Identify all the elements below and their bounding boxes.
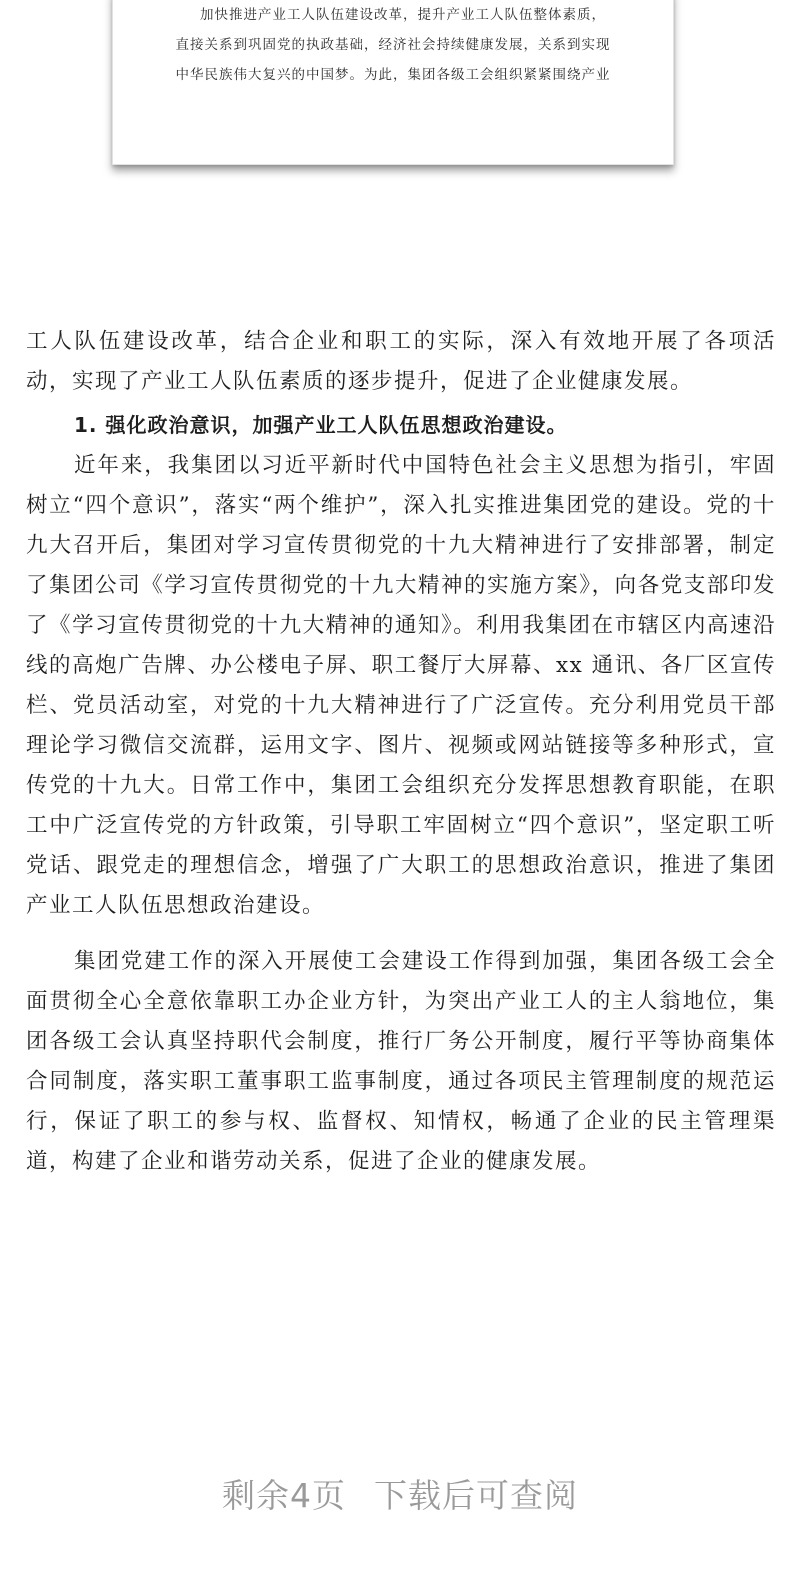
remaining-pages-banner[interactable]	[0, 1470, 800, 1517]
document-preview-card	[112, 0, 674, 165]
body-paragraph: 集团党建工作的深入开展使工会建设工作得到加强，集团各级工会全面贯彻全心全意依靠职工办企业方针，为突出产业工人的主人翁地位，集团各级工会认真坚持职代会制度，推行厂务公开制度，履行平等协商集体合同制度，落实职工董事职工监事制度，通过各项民主管理制度的规范运行，保证了职工的参与权、监督权、知情权，畅通了企业的民主管理渠道，构建了企业和谐劳动关系，促进了企业的健康发展。	[26, 949, 776, 1174]
remaining-pages-label: 剩余4页	[222, 1476, 346, 1515]
preview-line: 直接关系到巩固党的执政基础，经济社会持续健康发展，关系到实现	[175, 37, 611, 53]
download-hint-label: 下载后可查阅	[374, 1476, 578, 1515]
intro-paragraph: 工人队伍建设改革，结合企业和职工的实际，深入有效地开展了各项活动，实现了产业工人队伍素质的逐步提升，促进了企业健康发展。	[26, 329, 776, 394]
preview-line: 中华民族伟大复兴的中国梦。为此，集团各级工会组织紧紧围绕产业	[175, 67, 611, 83]
body-paragraph: 近年来，我集团以习近平新时代中国特色社会主义思想为指引，牢固树立“四个意识”，落实“两个维护”，深入扎实推进集团党的建设。党的十九大召开后，集团对学习宣传贯彻党的十九大精神进行了安排部署，制定了集团公司《学习宣传贯彻党的十九大精神的实施方案》，向各党支部印发了《学习宣传贯彻党的十九大精神的通知》。利用我集团在市辖区内高速沿线的高炮广告牌、办公楼电子屏、职工餐厅大屏幕、xx 通讯、各厂区宣传栏、党员活动室，对党的十九大精神进行了广泛宣传。充分利用党员干部理论学习微信交流群，运用文字、图片、视频或网站链接等多种形式，宣传党的十九大。日常工作中，集团工会组织充分发挥思想教育职能，在职工中广泛宣传党的方针政策，引导职工牢固树立“四个意识”，坚定职工听党话、跟党走的理想信念，增强了广大职工的思想政治意识，推进了集团产业工人队伍思想政治建设。	[26, 453, 776, 918]
preview-line: 加快推进产业工人队伍建设改革，提升产业工人队伍整体素质，	[200, 7, 606, 23]
document-body	[26, 322, 776, 1182]
section-heading: 1. 强化政治意识，加强产业工人队伍思想政治建设。	[74, 413, 568, 437]
